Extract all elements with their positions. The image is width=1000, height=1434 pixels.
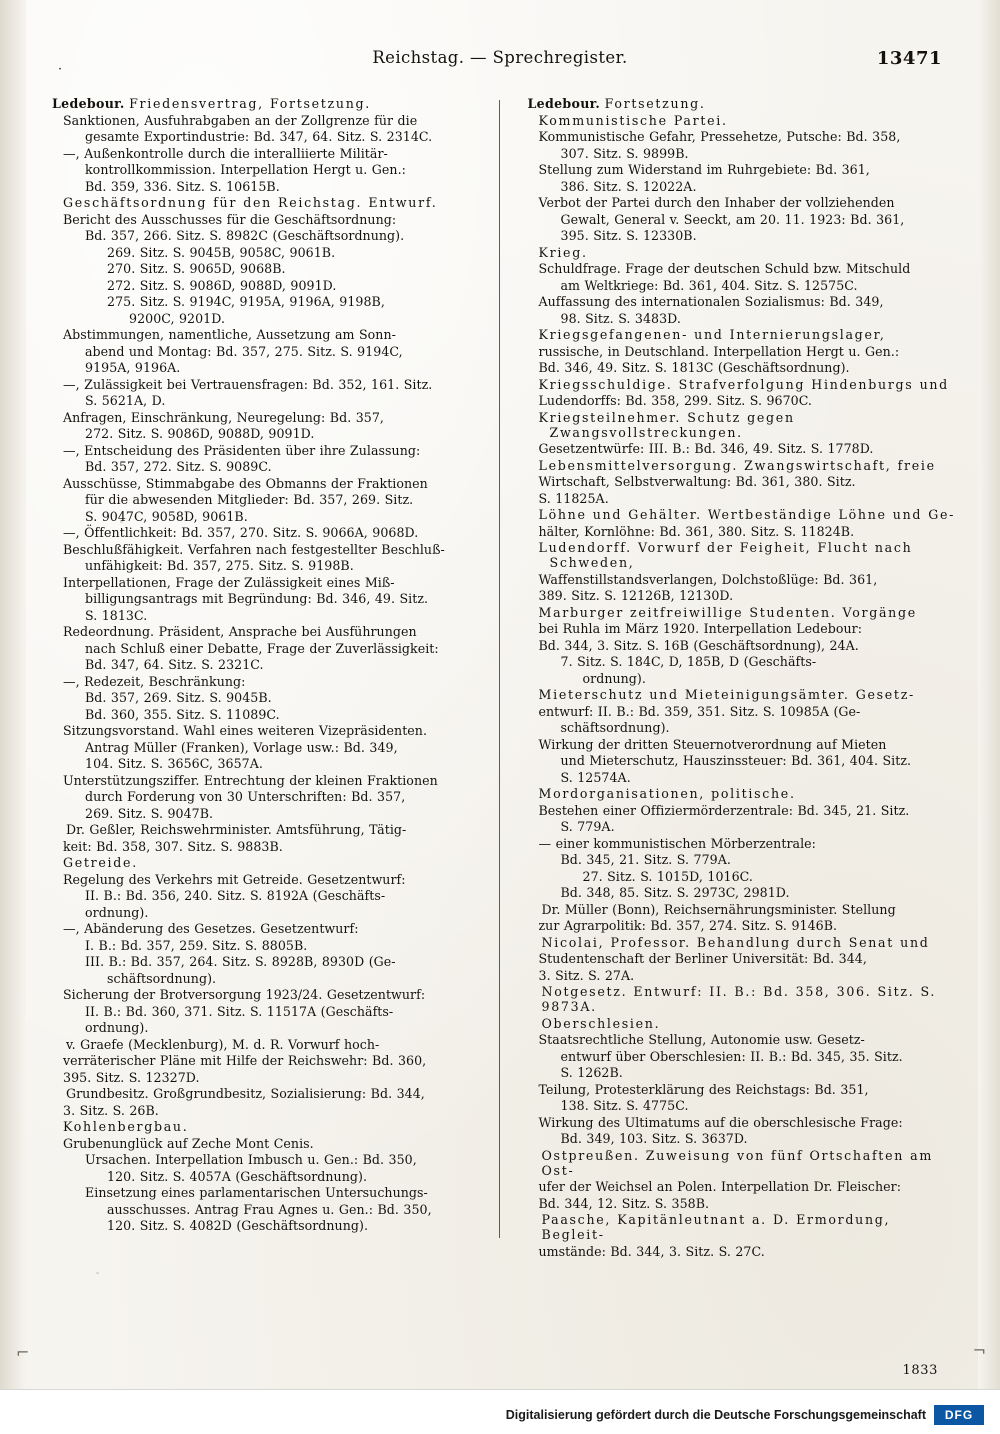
index-line: unfähigkeit: Bd. 357, 275. Sitz. S. 9198B.	[85, 558, 354, 573]
index-line: Unterstützungsziffer. Entrechtung der kleinen Fraktionen	[63, 772, 438, 788]
index-line: 120. Sitz. S. 4082D (Geschäftsordnung).	[107, 1218, 369, 1233]
index-line: am Weltkriege: Bd. 361, 404. Sitz. S. 12575C.	[560, 277, 858, 293]
index-line: I. B.: Bd. 357, 259. Sitz. S. 8805B.	[85, 937, 308, 953]
index-line: Bd. 346, 49. Sitz. S. 1813C (Geschäftsordnung).	[538, 360, 850, 375]
index-line: Antrag Müller (Franken), Vorlage usw.: Bd. 349,	[85, 739, 398, 755]
right-column-lines	[528, 113, 957, 1259]
index-line: S. 5621A, D.	[85, 393, 166, 408]
two-column-body	[52, 96, 956, 1358]
leading-dot: ·	[58, 62, 63, 77]
column-headword-line	[528, 96, 957, 111]
index-line: —, Entscheidung des Präsidenten über ihre Zulassung:	[63, 442, 421, 458]
index-line: S. 779A.	[560, 819, 615, 834]
index-line: Ausschüsse, Stimmabgabe des Obmanns der Fraktionen	[63, 475, 428, 491]
index-line: Sitzungsvorstand. Wahl eines weiteren Vizepräsidenten.	[63, 723, 428, 738]
index-line: 138. Sitz. S. 4775C.	[560, 1098, 689, 1113]
index-line: Kriegsteilnehmer. Schutz gegen Zwangsvollstreckungen.	[538, 409, 795, 440]
index-line: 9200C, 9201D.	[129, 310, 225, 326]
index-line: Bd. 348, 85. Sitz. S. 2973C, 2981D.	[560, 885, 790, 900]
index-line: ordnung).	[582, 670, 646, 686]
index-line: 386. Sitz. S. 12022A.	[560, 178, 697, 194]
index-line: billigungsantrags mit Begründung: Bd. 346, 49. Sitz.	[85, 591, 429, 606]
index-line: und Mieterschutz, Hauszinssteuer: Bd. 361, 404. Sitz.	[560, 753, 912, 768]
index-line: Waffenstillstandsverlangen, Dolchstoßlüge: Bd. 361,	[538, 571, 878, 587]
index-line: II. B.: Bd. 356, 240. Sitz. S. 8192A (Geschäfts-	[85, 888, 386, 903]
index-line: Ostpreußen. Zuweisung von fünf Ortschaften am Ost-	[541, 1147, 933, 1178]
funding-credit: Digitalisierung gefördert durch die Deutsche Forschungsgemeinschaft	[505, 1408, 926, 1422]
index-line: 7. Sitz. S. 184C, D, 185B, D (Geschäfts-	[560, 654, 817, 669]
index-line: 272. Sitz. S. 9086D, 9088D, 9091D.	[107, 277, 337, 293]
index-line: Sanktionen, Ausfuhrabgaben an der Zollgrenze für die	[63, 112, 418, 128]
index-line: Kriegsgefangenen- und Internierungslager,	[538, 327, 886, 342]
right-column	[500, 96, 957, 1358]
index-line: abend und Montag: Bd. 357, 275. Sitz. S. 9194C,	[85, 343, 403, 359]
index-line: Ludendorff. Vorwurf der Feigheit, Flucht nach Schweden,	[538, 540, 913, 570]
index-line: Mieterschutz und Mieteinigungsämter. Gesetz-	[538, 687, 915, 702]
index-line: Verbot der Partei durch den Inhaber der vollziehenden	[538, 195, 895, 210]
index-line: kontrollkommission. Interpellation Hergt u. Gen.:	[85, 162, 406, 177]
index-line: 270. Sitz. S. 9065D, 9068B.	[107, 261, 286, 276]
index-line: Bd. 359, 336. Sitz. S. 10615B.	[85, 178, 280, 194]
index-line: entwurf: II. B.: Bd. 359, 351. Sitz. S. 10985A (Ge-	[538, 703, 861, 719]
index-line: Bd. 360, 355. Sitz. S. 11089C.	[85, 706, 280, 722]
index-line: Auffassung des internationalen Sozialismus: Bd. 349,	[538, 294, 884, 309]
index-line: Notgesetz. Entwurf: II. B.: Bd. 358, 306. Sitz. S. 9873A.	[541, 984, 937, 1014]
index-line: Studentenschaft der Berliner Universität: Bd. 344,	[538, 951, 867, 966]
headword: Ledebour.	[52, 96, 125, 111]
index-line: v. Graefe (Mecklenburg), M. d. R. Vorwurf hoch-	[66, 1036, 380, 1052]
index-line: Bd. 357, 272. Sitz. S. 9089C.	[85, 459, 272, 474]
viewer-footer-bar	[0, 1389, 1000, 1434]
index-line: Kommunistische Gefahr, Pressehetze, Putsche: Bd. 358,	[538, 129, 901, 144]
index-line: Kommunistische Partei.	[538, 112, 728, 128]
index-line: Geschäftsordnung für den Reichstag. Entwurf.	[63, 195, 438, 210]
headword-subtitle: Friedensvertrag, Fortsetzung.	[129, 96, 371, 111]
index-line: 389. Sitz. S. 12126B, 12130D.	[538, 588, 734, 603]
page-header	[40, 48, 960, 76]
scan-mark-right: ¬	[972, 1341, 986, 1360]
index-line: Bestehen einer Offiziermörderzentrale: Bd. 345, 21. Sitz.	[538, 802, 910, 818]
left-column-lines	[52, 113, 481, 1234]
index-line: keit: Bd. 358, 307. Sitz. S. 9883B.	[63, 838, 283, 854]
index-line: zur Agrarpolitik: Bd. 357, 274. Sitz. S. 9146B.	[538, 918, 838, 933]
index-line: umstände: Bd. 344, 3. Sitz. S. 27C.	[538, 1243, 765, 1259]
index-line: ausschusses. Antrag Frau Agnes u. Gen.: Bd. 350,	[107, 1201, 432, 1217]
index-line: — einer kommunistischen Mörberzentrale:	[538, 835, 816, 851]
index-line: verräterischer Pläne mit Hilfe der Reichswehr: Bd. 360,	[63, 1053, 427, 1068]
index-line: Grubenunglück auf Zeche Mont Cenis.	[63, 1135, 314, 1151]
page-number: 13471	[876, 48, 942, 69]
index-line: Staatsrechtliche Stellung, Autonomie usw. Gesetz-	[538, 1032, 865, 1047]
index-line: durch Forderung von 30 Unterschriften: Bd. 357,	[85, 789, 406, 804]
index-line: Paasche, Kapitänleutnant a. D. Ermordung, Begleit-	[541, 1212, 891, 1242]
index-line: Bd. 347, 64. Sitz. S. 2321C.	[85, 657, 264, 672]
index-line: Löhne und Gehälter. Wertbeständige Löhne und Ge-	[538, 507, 956, 522]
catchword: 1833	[902, 1363, 938, 1378]
index-line: Anfragen, Einschränkung, Neuregelung: Bd. 357,	[63, 409, 384, 425]
column-headword-line	[52, 96, 481, 111]
index-line: russische, in Deutschland. Interpellation Hergt u. Gen.:	[538, 343, 900, 359]
index-line: Gewalt, General v. Seeckt, am 20. 11. 1923: Bd. 361,	[560, 211, 905, 227]
page-edge-right	[978, 0, 1000, 1434]
index-line: hälter, Kornlöhne: Bd. 361, 380. Sitz. S. 11824B.	[538, 523, 855, 539]
index-line: III. B.: Bd. 357, 264. Sitz. S. 8928B, 8930D (Ge-	[85, 954, 396, 969]
index-line: 120. Sitz. S. 4057A (Geschäftsordnung).	[107, 1168, 368, 1184]
index-line: Grundbesitz. Großgrundbesitz, Sozialisierung: Bd. 344,	[66, 1086, 425, 1101]
index-line: 27. Sitz. S. 1015D, 1016C.	[582, 868, 753, 884]
index-line: Wirkung der dritten Steuernotverordnung auf Mieten	[538, 736, 887, 752]
index-line: Regelung des Verkehrs mit Getreide. Gesetzentwurf:	[63, 871, 406, 887]
index-line: —, Redezeit, Beschränkung:	[63, 673, 246, 689]
index-line: Stellung zum Widerstand im Ruhrgebiete: Bd. 361,	[538, 162, 870, 177]
index-line: Wirkung des Ultimatums auf die oberschlesische Frage:	[538, 1114, 903, 1130]
index-line: Sicherung der Brotversorgung 1923/24. Gesetzentwurf:	[63, 987, 426, 1002]
index-line: II. B.: Bd. 360, 371. Sitz. S. 11517A (Geschäfts-	[85, 1003, 394, 1019]
scan-mark-left: ⌐	[16, 1343, 30, 1362]
dfg-logo: DFG	[934, 1405, 984, 1425]
index-line: gesamte Exportindustrie: Bd. 347, 64. Sitz. S. 2314C.	[85, 129, 433, 144]
headword: Ledebour.	[527, 96, 601, 111]
index-line: schäftsordnung).	[107, 970, 217, 986]
index-line: Beschlußfähigkeit. Verfahren nach festgestellter Beschluß-	[63, 541, 445, 557]
index-line: schäftsordnung).	[560, 720, 670, 735]
index-line: 3. Sitz. S. 26B.	[63, 1102, 159, 1118]
index-line: ordnung).	[85, 1020, 149, 1035]
index-line: Bd. 357, 266. Sitz. S. 8982C (Geschäftsordnung).	[85, 228, 405, 243]
index-line: Bd. 349, 103. Sitz. S. 3637D.	[560, 1131, 748, 1146]
index-line: 9195A, 9196A.	[85, 360, 181, 375]
index-line: Marburger zeitfreiwillige Studenten. Vorgänge	[538, 604, 917, 620]
index-line: 98. Sitz. S. 3483D.	[560, 310, 681, 326]
index-line: Getreide.	[63, 855, 138, 870]
index-line: 3. Sitz. S. 27A.	[538, 967, 635, 983]
index-line: 269. Sitz. S. 9045B, 9058C, 9061B.	[107, 244, 336, 260]
index-line: Oberschlesien.	[541, 1015, 661, 1031]
index-line: 395. Sitz. S. 12327D.	[63, 1069, 200, 1085]
index-line: Abstimmungen, namentliche, Aussetzung am Sonn-	[63, 327, 396, 342]
index-line: nach Schluß einer Debatte, Frage der Zuverlässigkeit:	[85, 640, 439, 656]
column-divider	[499, 100, 500, 1238]
index-line: —, Öffentlichkeit: Bd. 357, 270. Sitz. S. 9066A, 9068D.	[63, 525, 419, 540]
index-line: Bericht des Ausschusses für die Geschäftsordnung:	[63, 211, 397, 227]
index-line: 269. Sitz. S. 9047B.	[85, 805, 214, 821]
index-line: 275. Sitz. S. 9194C, 9195A, 9196A, 9198B,	[107, 294, 385, 309]
index-line: ordnung).	[85, 904, 149, 920]
left-column	[52, 96, 499, 1358]
index-line: —, Außenkontrolle durch die interalliierte Militär-	[63, 145, 388, 161]
index-line: Gesetzentwürfe: III. B.: Bd. 346, 49. Sitz. S. 1778D.	[538, 441, 874, 456]
index-line: S. 12574A.	[560, 769, 631, 785]
running-title: Reichstag. — Sprechregister.	[372, 48, 628, 67]
index-line: Ursachen. Interpellation Imbusch u. Gen.: Bd. 350,	[85, 1152, 417, 1167]
index-line: Nicolai, Professor. Behandlung durch Senat und	[541, 934, 930, 950]
index-line: Redeordnung. Präsident, Ansprache bei Ausführungen	[63, 624, 417, 639]
index-line: Schuldfrage. Frage der deutschen Schuld bzw. Mitschuld	[538, 261, 911, 276]
index-line: Wirtschaft, Selbstverwaltung: Bd. 361, 380. Sitz.	[538, 474, 856, 489]
index-line: Bd. 344, 12. Sitz. S. 358B.	[538, 1195, 710, 1211]
index-line: S. 1262B.	[560, 1065, 623, 1080]
index-line: S. 11825A.	[538, 490, 609, 506]
index-line: Einsetzung eines parlamentarischen Untersuchungs-	[85, 1185, 428, 1200]
index-line: für die abwesenden Mitglieder: Bd. 357, 269. Sitz.	[85, 492, 414, 507]
index-line: Kohlenbergbau.	[63, 1119, 189, 1134]
index-line: Mordorganisationen, politische.	[538, 786, 796, 801]
index-line: Kriegsschuldige. Strafverfolgung Hindenburgs und	[538, 376, 949, 392]
index-line: Bd. 345, 21. Sitz. S. 779A.	[560, 852, 731, 867]
index-line: Bd. 357, 269. Sitz. S. 9045B.	[85, 690, 272, 705]
index-line: Dr. Geßler, Reichswehrminister. Amtsführung, Tätig-	[66, 822, 407, 837]
index-line: Dr. Müller (Bonn), Reichsernährungsminister. Stellung	[541, 901, 896, 917]
index-line: 395. Sitz. S. 12330B.	[560, 228, 697, 243]
index-line: S. 1813C.	[85, 607, 148, 623]
page-edge-left	[0, 0, 26, 1434]
index-line: 307. Sitz. S. 9899B.	[560, 145, 689, 161]
index-line: Interpellationen, Frage der Zulässigkeit eines Miß-	[63, 574, 395, 590]
index-line: Krieg.	[538, 244, 588, 260]
index-line: S. 9047C, 9058D, 9061B.	[85, 508, 248, 524]
index-line: 104. Sitz. S. 3656C, 3657A.	[85, 756, 263, 771]
index-line: —, Abänderung des Gesetzes. Gesetzentwurf:	[63, 921, 359, 936]
index-line: Bd. 344, 3. Sitz. S. 16B (Geschäftsordnung), 24A.	[538, 637, 859, 653]
index-line: Teilung, Protesterklärung des Reichstags: Bd. 351,	[538, 1081, 869, 1097]
index-line: bei Ruhla im März 1920. Interpellation Ledebour:	[538, 621, 863, 636]
index-line: Ludendorffs: Bd. 358, 299. Sitz. S. 9670C.	[538, 393, 812, 408]
index-line: Lebensmittelversorgung. Zwangswirtschaft, freie	[538, 457, 936, 473]
index-line: entwurf über Oberschlesien: II. B.: Bd. 345, 35. Sitz.	[560, 1048, 903, 1064]
headword-subtitle: Fortsetzung.	[604, 96, 706, 111]
index-line: —, Zulässigkeit bei Vertrauensfragen: Bd. 352, 161. Sitz.	[63, 376, 433, 392]
index-line: ufer der Weichsel an Polen. Interpellation Dr. Fleischer:	[538, 1179, 902, 1194]
index-line: 272. Sitz. S. 9086D, 9088D, 9091D.	[85, 426, 315, 441]
